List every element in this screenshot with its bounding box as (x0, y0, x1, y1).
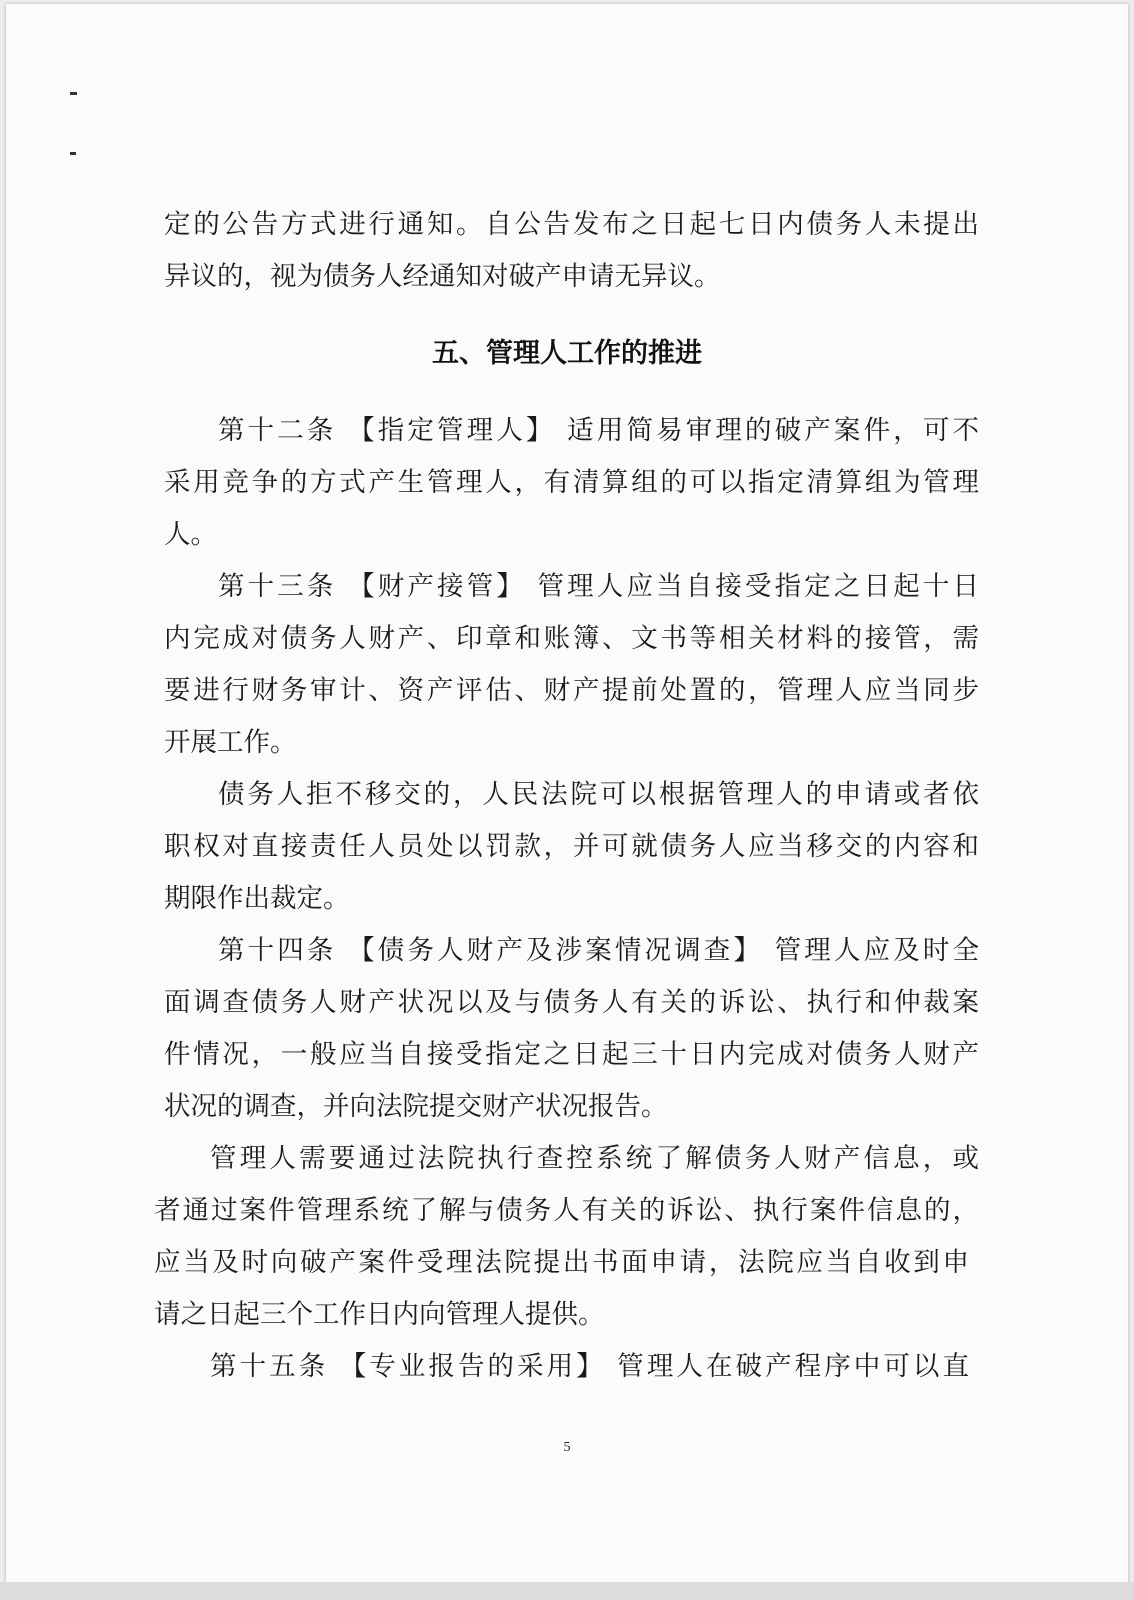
paragraph-line: 开展工作。 (164, 727, 297, 758)
paragraph-line: 状况的调查，并向法院提交财产状况报告。 (164, 1091, 668, 1122)
paragraph-line: 面调查债务人财产状况以及与债务人有关的诉讼、执行和仲裁案 (164, 987, 979, 1018)
scanned-page (6, 4, 1128, 1584)
paragraph-line: 者通过案件管理系统了解与债务人有关的诉讼、执行案件信息的， (154, 1195, 979, 1226)
document-body (6, 4, 1128, 1584)
page-number: 5 (563, 1440, 571, 1455)
paragraph-line: 管理人需要通过法院执行查控系统了解债务人财产信息，或 (210, 1143, 979, 1174)
paragraph-line: 内完成对债务人财产、印章和账簿、文书等相关材料的接管，需 (164, 623, 979, 654)
article-14-line: 第十四条 【债务人财产及涉案情况调查】 管理人应及时全 (218, 935, 979, 966)
paragraph-line: 请之日起三个工作日内向管理人提供。 (154, 1299, 605, 1330)
paragraph-line: 人。 (164, 519, 217, 550)
paragraph-line: 异议的，视为债务人经通知对破产申请无异议。 (164, 261, 721, 292)
paragraph-line: 件情况，一般应当自接受指定之日起三十日内完成对债务人财产 (164, 1039, 979, 1070)
article-12-line: 第十二条 【指定管理人】 适用简易审理的破产案件，可不 (218, 415, 979, 446)
scan-bottom-edge (0, 1582, 1134, 1600)
section-heading: 五、管理人工作的推进 (432, 338, 702, 369)
paragraph-line: 债务人拒不移交的，人民法院可以根据管理人的申请或者依 (218, 779, 979, 810)
article-15-line: 第十五条 【专业报告的采用】 管理人在破产程序中可以直 (210, 1351, 969, 1382)
paragraph-line: 要进行财务审计、资产评估、财产提前处置的，管理人应当同步 (164, 675, 979, 706)
paragraph-line: 职权对直接责任人员处以罚款，并可就债务人应当移交的内容和 (164, 831, 979, 862)
article-13-line: 第十三条 【财产接管】 管理人应当自接受指定之日起十日 (218, 571, 979, 602)
paragraph-line: 期限作出裁定。 (164, 883, 350, 914)
paragraph-line: 定的公告方式进行通知。自公告发布之日起七日内债务人未提出 (164, 209, 979, 240)
paragraph-line: 应当及时向破产案件受理法院提出书面申请，法院应当自收到申 (154, 1247, 969, 1278)
paragraph-line: 采用竞争的方式产生管理人，有清算组的可以指定清算组为管理 (164, 467, 979, 498)
